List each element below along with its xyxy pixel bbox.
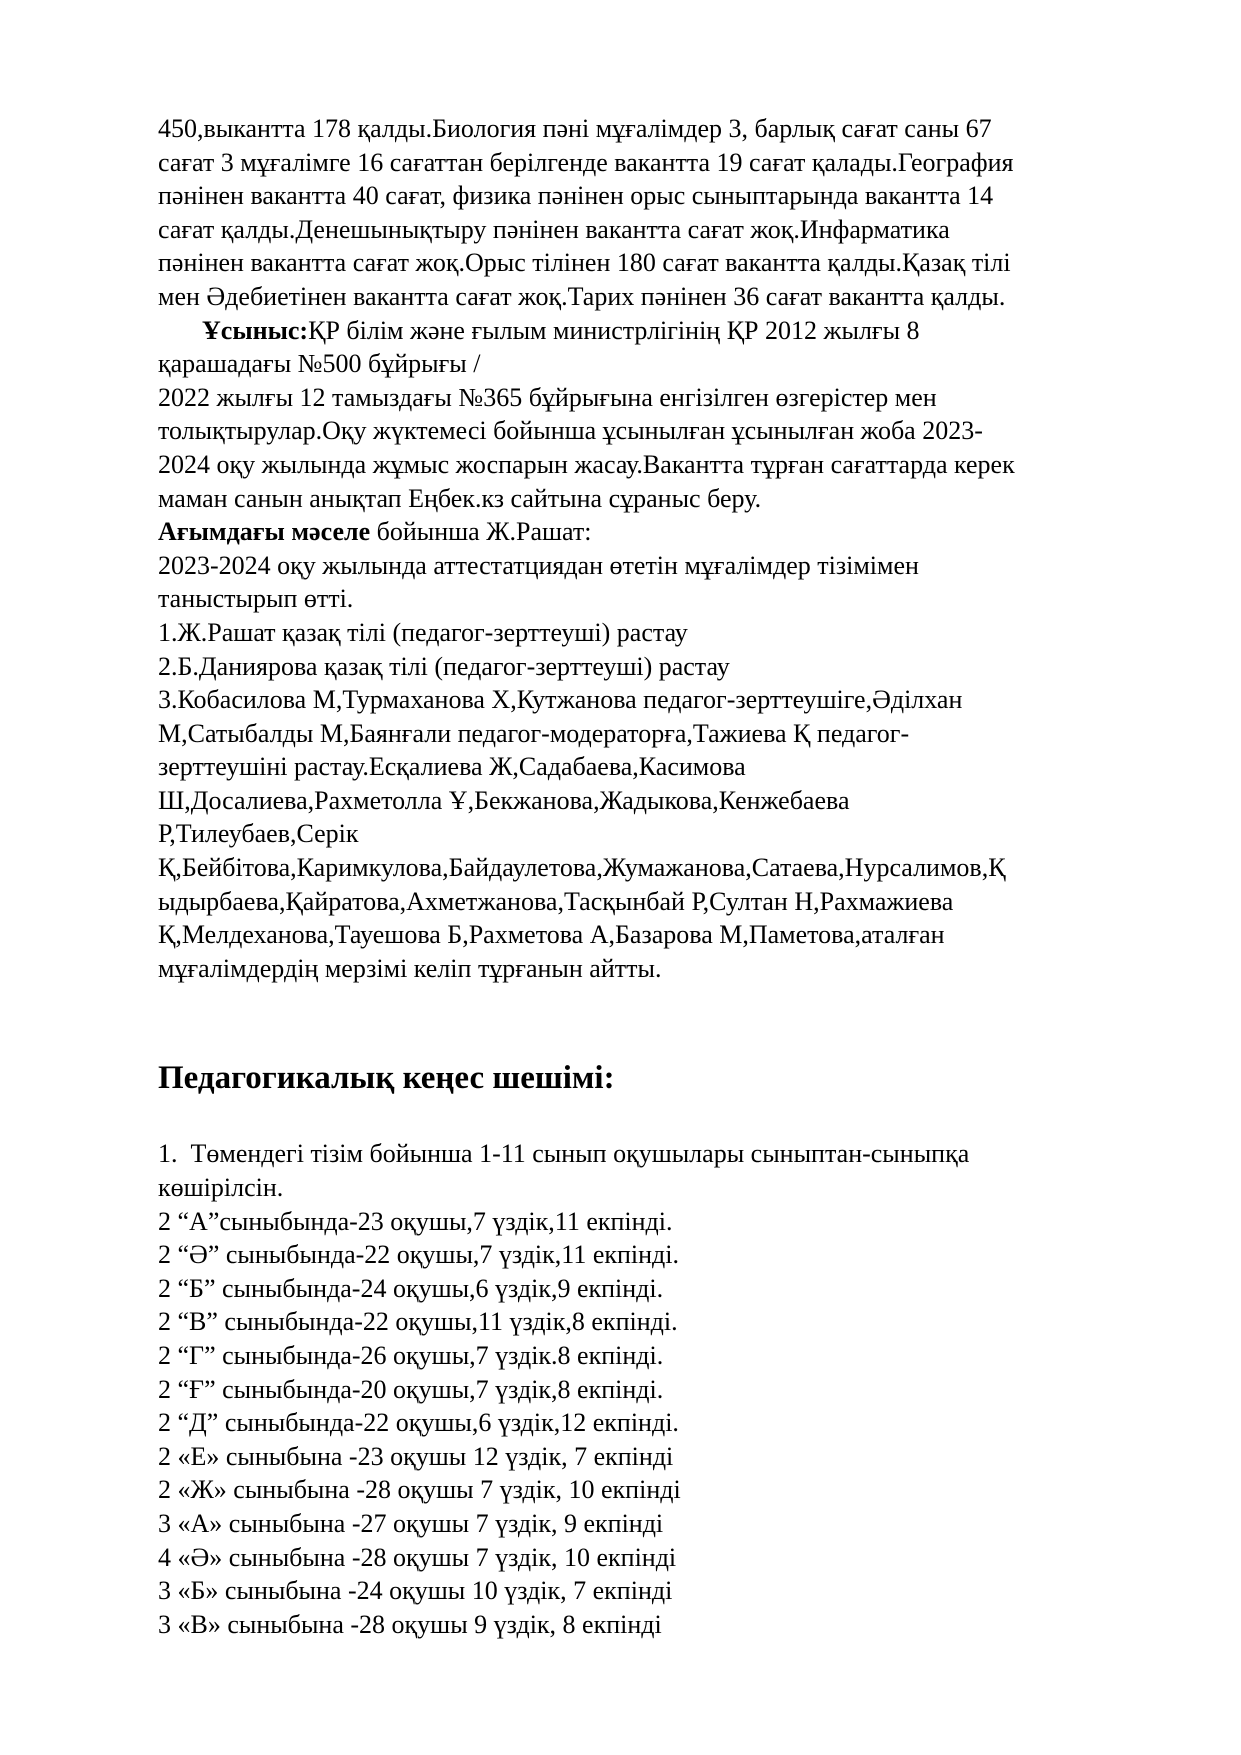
- text-line: 1.Ж.Рашат қазақ тілі (педагог-зерттеуші) растау: [158, 617, 688, 647]
- text-line: М,Сатыбалды М,Баянғали педагог-модераторға,Тажиева Қ педагог-: [158, 718, 910, 748]
- text-line: 3 «В» сыныбына -28 оқушы 9 үздік, 8 екпінді: [158, 1609, 662, 1639]
- text-line: зерттеушіні растау.Есқалиева Ж,Садабаева,Касимова: [158, 752, 746, 782]
- text-line: 2023-2024 оқу жылында аттестатциядан өтетін мұғалімдер тізімімен: [158, 550, 919, 580]
- text-line: мен Әдебиетінен вакантта сағат жоқ.Тарих пәнінен 36 сағат вакантта қалды.: [158, 281, 1006, 311]
- text-line: 3.Кобасилова М,Турмаханова Х,Кутжанова педагог-зерттеушіге,Әділхан: [158, 685, 963, 715]
- text-line: таныстырып өтті.: [158, 584, 354, 614]
- text-line: көшірілсін.: [158, 1173, 284, 1203]
- text-line: 4 «Ә» сыныбына -28 оқушы 7 үздік, 10 екпінді: [158, 1542, 677, 1572]
- text-line: 2 “В” сыныбында-22 оқушы,11 үздік,8 екпінді.: [158, 1307, 678, 1337]
- text-line: Қ,Мелдеханова,Тауешова Б,Рахметова А,Базарова М,Паметова,аталған: [158, 920, 945, 950]
- text-line: 2 «Е» сыныбына -23 оқушы 12 үздік, 7 екпінді: [158, 1441, 674, 1471]
- text-line: 450,выкантта 178 қалды.Биология пәні мұғалімдер 3, барлық сағат саны 67: [158, 114, 992, 143]
- text-line: 3 «Б» сыныбына -24 оқушы 10 үздік, 7 екпінді: [158, 1576, 673, 1606]
- text-line: пәнінен вакантта сағат жоқ.Орыс тілінен 180 сағат вакантта қалды.Қазақ тілі: [158, 248, 1011, 278]
- text-line: [158, 314, 1118, 348]
- text-line: сағат 3 мұғалімге 16 сағаттан берілгенде вакантта 19 сағат қалады.География: [158, 147, 1014, 177]
- text-line: 3 «А» сыныбына -27 оқушы 7 үздік, 9 екпінді: [158, 1508, 664, 1538]
- text-line: 2.Б.Даниярова қазақ тілі (педагог-зерттеуші) растау: [158, 651, 730, 681]
- paragraph-block-class-transfer-list: [158, 1137, 1118, 1641]
- text-line: толықтырулар.Оқу жүктемесі бойынша ұсынылған ұсынылған жоба 2023-: [158, 416, 983, 446]
- text-line: Қ,Бейбітова,Каримкулова,Байдаулетова,Жумажанова,Сатаева,Нурсалимов,Қ: [158, 853, 1006, 883]
- text-run: бойынша Ж.Рашат:: [370, 517, 592, 547]
- text-line: Р,Тилеубаев,Серік: [158, 819, 359, 849]
- text-line: [158, 515, 1118, 549]
- text-line: 1. Төмендегі тізім бойынша 1-11 сынып оқушылары сыныптан-сыныпқа: [158, 1139, 970, 1169]
- paragraph-block-vacancies-and-attestation: [158, 112, 1118, 985]
- text-line: сағат қалды.Денешынықтыру пәнінен вакантта сағат жоқ.Инфарматика: [158, 214, 950, 244]
- bold-run: Ағымдағы мәселе: [158, 517, 371, 547]
- text-line: 2022 жылғы 12 тамыздағы №365 бұйрығына енгізілген өзгерістер мен: [158, 382, 937, 412]
- document-content: [158, 112, 1118, 1641]
- text-line: 2 “Г” сыныбында-26 оқушы,7 үздік.8 екпінді.: [158, 1341, 664, 1370]
- text-line: 2 «Ж» сыныбына -28 оқушы 7 үздік, 10 екпінді: [158, 1475, 681, 1505]
- text-line: қарашадағы №500 бұйрығы /: [158, 349, 481, 379]
- text-line: Ш,Досалиева,Рахметолла Ұ,Бекжанова,Жадыкова,Кенжебаева: [158, 785, 850, 815]
- text-run: ҚР білім және ғылым министрлігінің ҚР 2012 жылғы 8: [308, 315, 920, 345]
- text-line: 2024 оқу жылында жұмыс жоспарын жасау.Вакантта тұрған сағаттарда керек: [158, 449, 1015, 479]
- decision-heading: Педагогикалық кеңес шешімі:: [158, 1060, 615, 1097]
- text-line: пәнінен вакантта 40 сағат, физика пәнінен орыс сыныптарында вакантта 14: [158, 181, 994, 211]
- text-line: мұғалімдердің мерзімі келіп тұрғанын айтты.: [158, 953, 662, 983]
- text-line: ыдырбаева,Қайратова,Ахметжанова,Тасқынбай Р,Султан Н,Рахмажиева: [158, 886, 954, 916]
- text-line: 2 “Ә” сыныбында-22 оқушы,7 үздік,11 екпінді.: [158, 1240, 680, 1270]
- text-line: маман санын анықтап Еңбек.кз сайтына сұраныс беру.: [158, 483, 762, 513]
- text-line: 2 “А”сыныбында-23 оқушы,7 үздік,11 екпінді.: [158, 1206, 673, 1236]
- text-line: 2 “Д” сыныбында-22 оқушы,6 үздік,12 екпінді.: [158, 1408, 679, 1438]
- bold-run: Ұсыныс:: [202, 315, 309, 345]
- text-line: 2 “Ғ” сыныбында-20 оқушы,7 үздік,8 екпінді.: [158, 1374, 664, 1404]
- text-line: 2 “Б” сыныбында-24 оқушы,6 үздік,9 екпінді.: [158, 1273, 664, 1303]
